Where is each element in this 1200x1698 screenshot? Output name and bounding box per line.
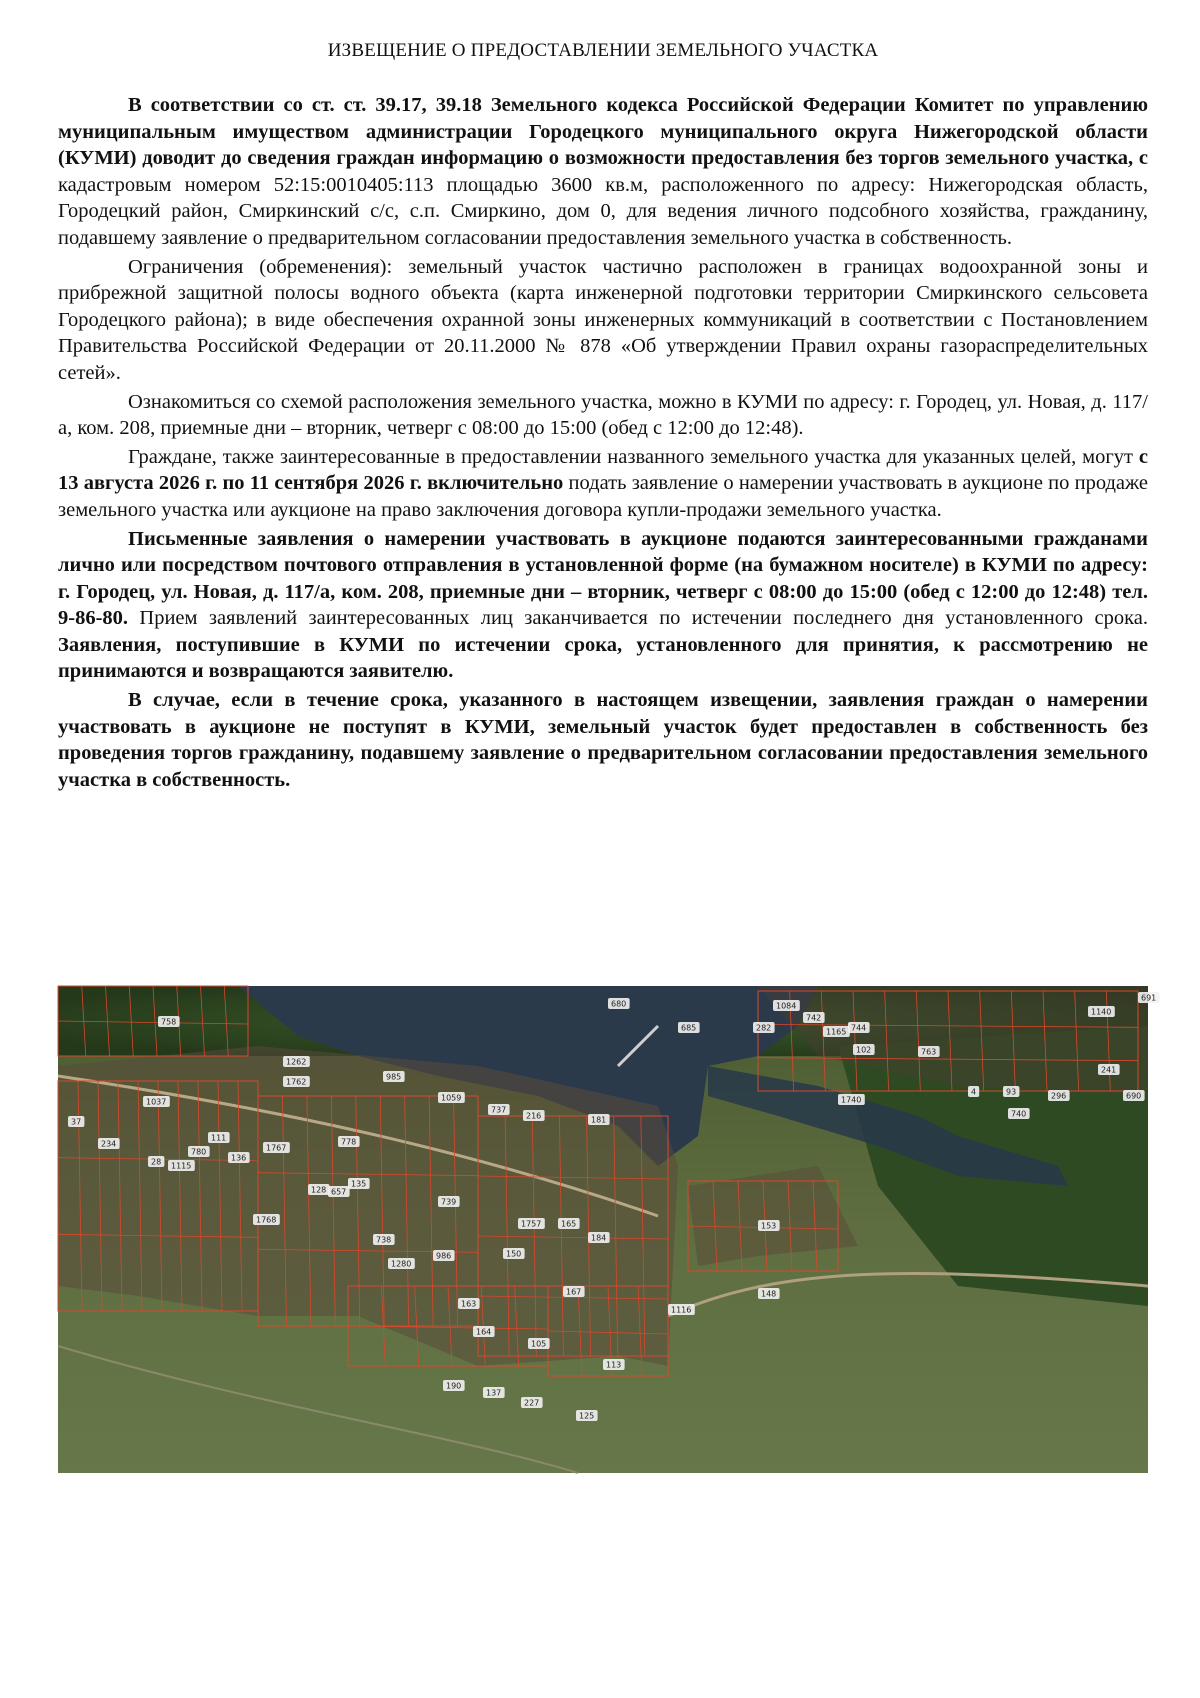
parcel-label: 742 — [806, 1013, 822, 1023]
parcel-label: 181 — [591, 1115, 607, 1125]
paragraph-2: Ограничения (обременения): земельный участок частично расположен в границах водоохранной зоны и прибрежной защитной полосы водного объекта (карта инженерной подготовки территории Смиркинского сельсовета Городецкого района); в виде обеспечения охранной зоны инженерных коммуникаций в соответствии с Постановлением Правительства Российской Федерации от 20.11.2000 № 878 «Об утверждении Правил охраны газораспределительных сетей». — [58, 255, 1148, 384]
parcel-label: 165 — [561, 1219, 577, 1229]
parcel-label: 1116 — [671, 1305, 692, 1315]
parcel-label: 778 — [341, 1137, 357, 1147]
parcel-label: 241 — [1101, 1065, 1117, 1075]
parcel-label: 985 — [386, 1072, 402, 1082]
parcel-label: 28 — [151, 1157, 162, 1167]
parcel-label: 184 — [591, 1233, 607, 1243]
document-body — [58, 92, 1148, 795]
paragraph-1-bold: В соответствии со ст. ст. 39.17, 39.18 Земельного кодекса Российской Федерации Комитет по управлению муниципальным имуществом администрации Городецкого муниципального округа Нижегородской области (КУМИ) доводит до сведения граждан информацию о возможности предоставления без торгов земельного участка, с — [58, 94, 1148, 170]
parcel-label: 763 — [921, 1047, 937, 1057]
parcel-label: 1037 — [146, 1097, 167, 1107]
parcel-label: 282 — [756, 1023, 772, 1033]
parcel-label: 1115 — [171, 1161, 192, 1171]
parcel-label: 105 — [531, 1339, 547, 1349]
paragraph-5-b: Прием заявлений заинтересованных лиц заканчивается по истечении последнего дня установленного срока. — [128, 607, 1148, 630]
paragraph-4 — [58, 444, 1148, 524]
paragraph-3: Ознакомиться со схемой расположения земельного участка, можно в КУМИ по адресу: г. Городец, ул. Новая, д. 117/а, ком. 208, приемные дни – вторник, четверг с 08:00 до 15:00 (обед с 12:00 до 12:48). — [58, 390, 1148, 440]
parcel-label: 739 — [441, 1197, 457, 1207]
parcel-label: 1280 — [391, 1259, 412, 1269]
parcel-label: 153 — [761, 1221, 777, 1231]
parcel-label: 1165 — [826, 1027, 847, 1037]
parcel-label: 227 — [524, 1398, 540, 1408]
paragraph-1 — [58, 92, 1148, 252]
parcel-label: 1084 — [776, 1001, 797, 1011]
parcel-label: 1140 — [1091, 1007, 1112, 1017]
parcel-label: 163 — [461, 1299, 477, 1309]
aerial-map — [58, 986, 1157, 1473]
parcel-label: 102 — [856, 1045, 872, 1055]
parcel-label: 128 — [311, 1185, 327, 1195]
parcel-label: 190 — [446, 1381, 462, 1391]
parcel-label: 137 — [486, 1388, 502, 1398]
parcel-label: 216 — [526, 1111, 542, 1121]
parcel-label: 685 — [681, 1023, 697, 1033]
parcel-label: 986 — [436, 1251, 452, 1261]
parcel-label: 738 — [376, 1235, 392, 1245]
paragraph-4-a: Граждане, также заинтересованные в предоставлении названного земельного участка для указанных целей, могут — [128, 445, 1139, 468]
parcel-label: 691 — [1141, 993, 1157, 1003]
parcel-label: 150 — [506, 1249, 522, 1259]
parcel-label: 1768 — [256, 1215, 277, 1225]
parcel-label: 37 — [71, 1117, 82, 1127]
paragraph-4-dates: с 13 августа 2026 г. по 11 сентября 2026 г. включительно — [58, 445, 1148, 495]
parcel-label: 167 — [566, 1287, 582, 1297]
parcel-label: 1262 — [286, 1057, 307, 1067]
parcel-label: 125 — [579, 1411, 595, 1421]
parcel-label: 744 — [851, 1023, 867, 1033]
paragraph-4-c: подать заявление о намерении участвовать в аукционе по продаже земельного участка или аукционе на право заключения договора купли-продажи земельного участка. — [58, 472, 1148, 521]
parcel-label: 1757 — [521, 1219, 542, 1229]
paragraph-6 — [58, 687, 1148, 793]
parcel-label: 680 — [611, 999, 627, 1009]
parcel-label: 690 — [1126, 1091, 1142, 1101]
aerial-map-svg — [58, 986, 1157, 1473]
parcel-label: 657 — [331, 1187, 347, 1197]
parcel-label: 1767 — [266, 1143, 287, 1153]
parcel-label: 758 — [161, 1017, 177, 1027]
paragraph-5 — [58, 526, 1148, 686]
paragraph-6-bold: В случае, если в течение срока, указанного в настоящем извещении, заявления граждан о намерении участвовать в аукционе не поступят в КУМИ, земельный участок будет предоставлен в собственность без проведения торгов гражданину, подавшему заявление о предварительном согласовании предоставления земельного участка в собственность. — [58, 689, 1148, 791]
parcel-label: 113 — [606, 1360, 622, 1370]
parcel-label: 296 — [1051, 1091, 1067, 1101]
parcel-label: 111 — [211, 1133, 227, 1143]
parcel-label: 4 — [971, 1087, 977, 1097]
parcel-label: 1740 — [841, 1095, 862, 1105]
parcel-label: 148 — [761, 1289, 777, 1299]
paragraph-5-a: Письменные заявления о намерении участвовать в аукционе подаются заинтересованными гражданами лично или посредством почтового отправления в установленной форме (на бумажном носителе) в КУМИ по адресу: г. Городец, ул. Новая, д. 117/а, ком. 208, приемные дни – вторник, четверг с 08:00 до 15:00 (обед с 12:00 до 12:48) тел. 9-86-80. — [58, 527, 1148, 630]
paragraph-5-c: Заявления, поступившие в КУМИ по истечении срока, установленного для принятия, к рассмотрению не принимаются и возвращаются заявителю. — [58, 633, 1148, 683]
parcel-label: 737 — [491, 1105, 507, 1115]
parcel-label: 93 — [1006, 1087, 1017, 1097]
parcel-label: 135 — [351, 1179, 367, 1189]
parcel-label: 234 — [101, 1139, 117, 1149]
document-title: ИЗВЕЩЕНИЕ О ПРЕДОСТАВЛЕНИИ ЗЕМЕЛЬНОГО УЧАСТКА — [327, 40, 879, 61]
parcel-label: 136 — [231, 1153, 247, 1163]
parcel-label: 164 — [476, 1327, 492, 1337]
paragraph-1-normal: кадастровым номером 52:15:0010405:113 площадью 3600 кв.м, расположенного по адресу: Нижегородская область, Городецкий район, Смиркинский с/с, с.п. Смиркино, дом 0, для ведения личного подсобного хозяйства, гражданину, подавшему заявление о предварительном согласовании предоставления земельного участка в собственность. — [58, 173, 1148, 249]
parcel-label: 1059 — [441, 1093, 462, 1103]
parcel-label: 740 — [1011, 1109, 1027, 1119]
parcel-label: 1762 — [286, 1077, 307, 1087]
parcel-label: 780 — [191, 1147, 207, 1157]
